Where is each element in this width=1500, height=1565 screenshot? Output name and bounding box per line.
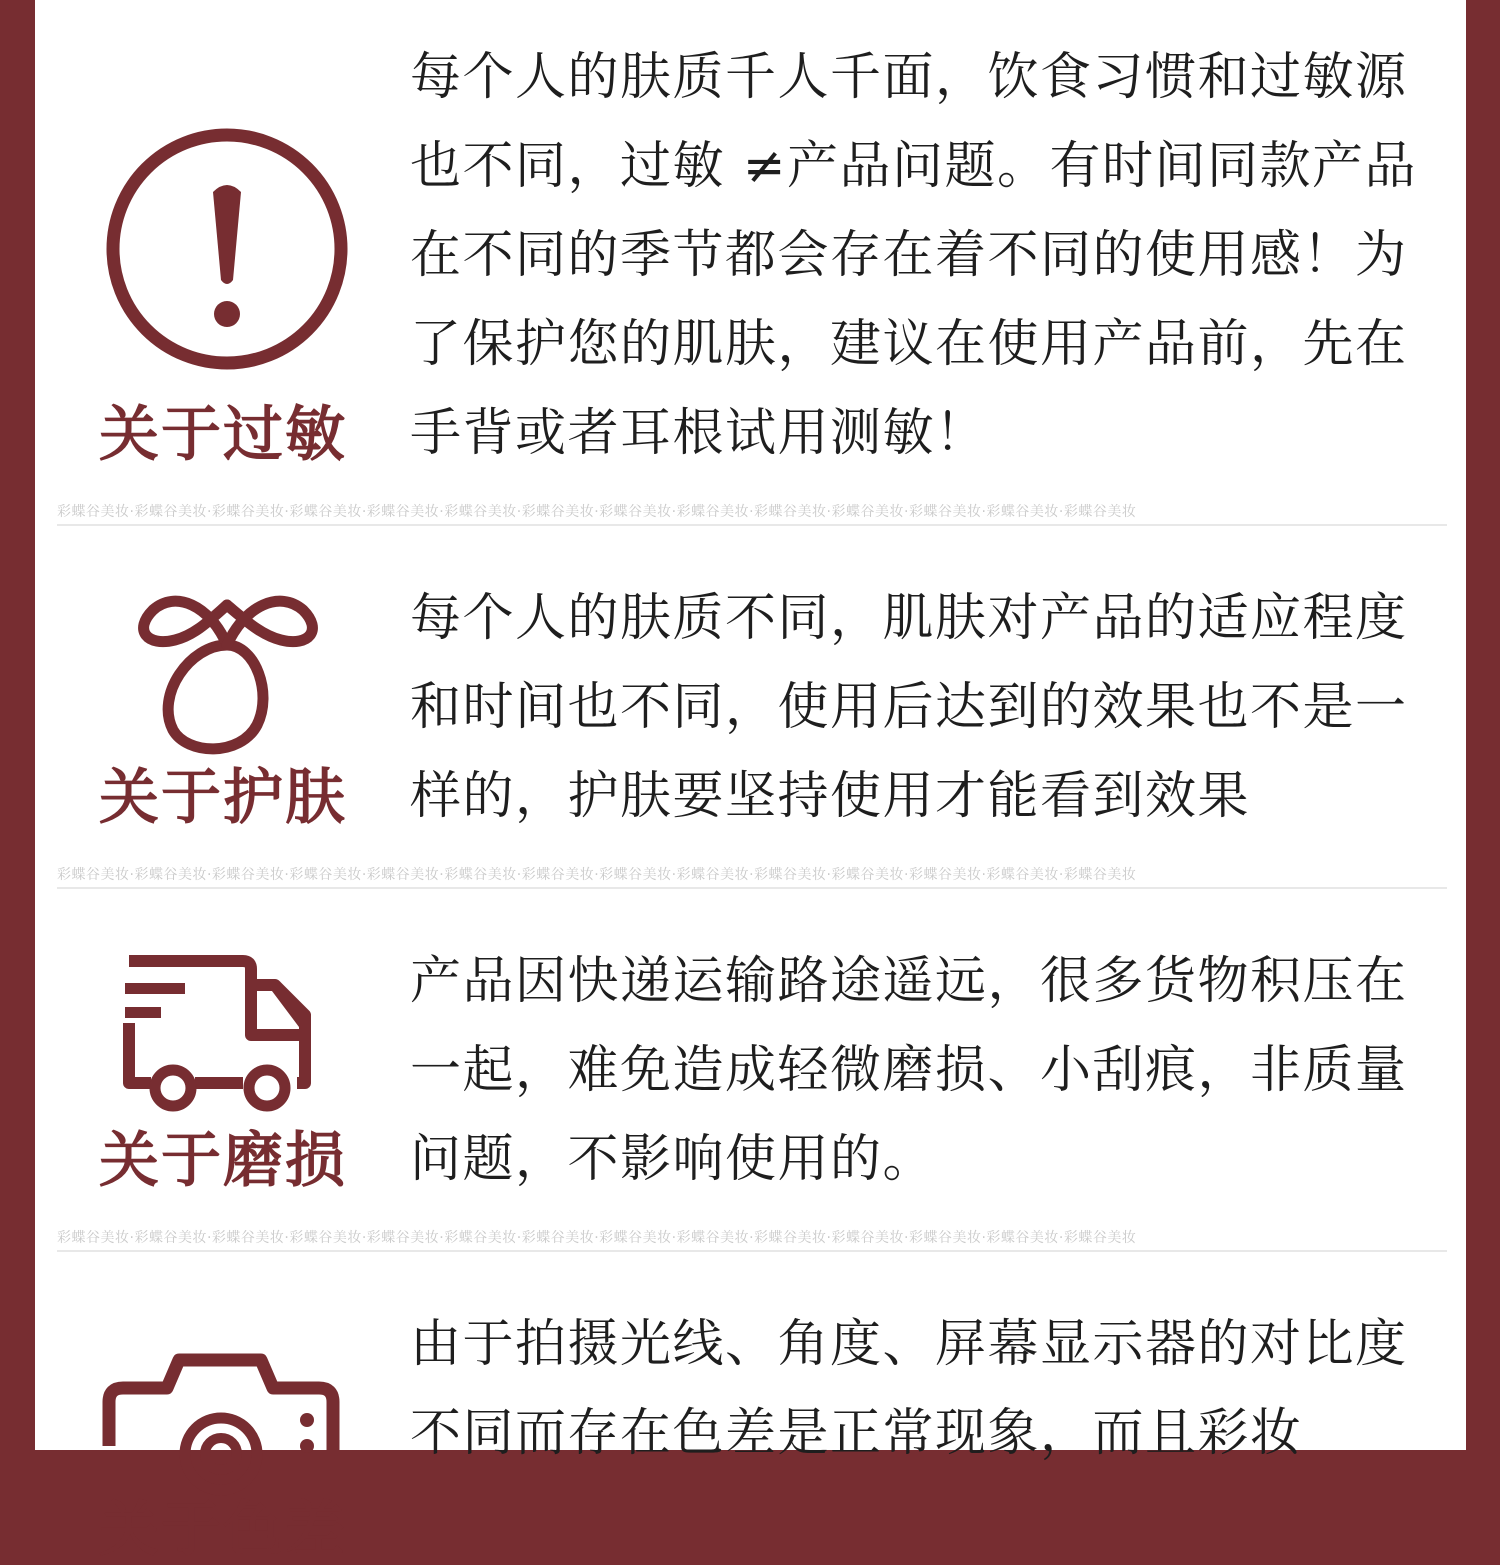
- watermark-text: 彩蝶谷美妆·彩蝶谷美妆·彩蝶谷美妆·彩蝶谷美妆·彩蝶谷美妆·彩蝶谷美妆·彩蝶谷美妆·彩蝶谷美妆·彩蝶谷美妆·彩蝶谷美妆·彩蝶谷美妆·彩蝶谷美妆·彩蝶谷美妆·彩蝶谷美妆: [57, 504, 1137, 520]
- watermark-text: 彩蝶谷美妆·彩蝶谷美妆·彩蝶谷美妆·彩蝶谷美妆·彩蝶谷美妆·彩蝶谷美妆·彩蝶谷美妆·彩蝶谷美妆·彩蝶谷美妆·彩蝶谷美妆·彩蝶谷美妆·彩蝶谷美妆·彩蝶谷美妆·彩蝶谷美妆: [57, 1230, 1137, 1246]
- section-text: 由于拍摄光线、角度、屏幕显示器的对比度不同而存在色差是正常现象，而且彩妆: [410, 1315, 1408, 1463]
- camera-icon: [95, 1350, 355, 1450]
- section-text: 每个人的肤质不同，肌肤对产品的适应程度和时间也不同，使用后达到的效果也不是一样的，护肤要坚持使用才能看到效果: [410, 589, 1408, 826]
- watermark-divider: [57, 502, 1447, 528]
- delivery-truck-icon: [95, 955, 355, 1125]
- exclamation-circle-icon: [95, 120, 355, 380]
- section-title: 关于过敏: [99, 400, 347, 470]
- section-title: 关于护肤: [99, 763, 347, 833]
- section-text: 产品因快递运输路途遥远，很多货物积压在一起，难免造成轻微磨损、小刮痕，非质量问题，不影响使用的。: [410, 952, 1408, 1189]
- watermark-text: 彩蝶谷美妆·彩蝶谷美妆·彩蝶谷美妆·彩蝶谷美妆·彩蝶谷美妆·彩蝶谷美妆·彩蝶谷美妆·彩蝶谷美妆·彩蝶谷美妆·彩蝶谷美妆·彩蝶谷美妆·彩蝶谷美妆·彩蝶谷美妆·彩蝶谷美妆: [57, 867, 1137, 883]
- section-text: 每个人的肤质千人千面，饮食习惯和过敏源也不同，过敏 ≠产品问题。有时间同款产品在不同的季节都会存在着不同的使用感！为了保护您的肌肤，建议在使用产品前，先在手背或者耳根试用测敏！: [410, 48, 1417, 463]
- section-title: 关于色差: [99, 1495, 347, 1565]
- content-panel: [35, 0, 1466, 1565]
- droplet-icon: [95, 585, 355, 765]
- watermark-divider: [57, 1228, 1447, 1254]
- watermark-divider: [57, 865, 1447, 891]
- section-title: 关于磨损: [99, 1126, 347, 1196]
